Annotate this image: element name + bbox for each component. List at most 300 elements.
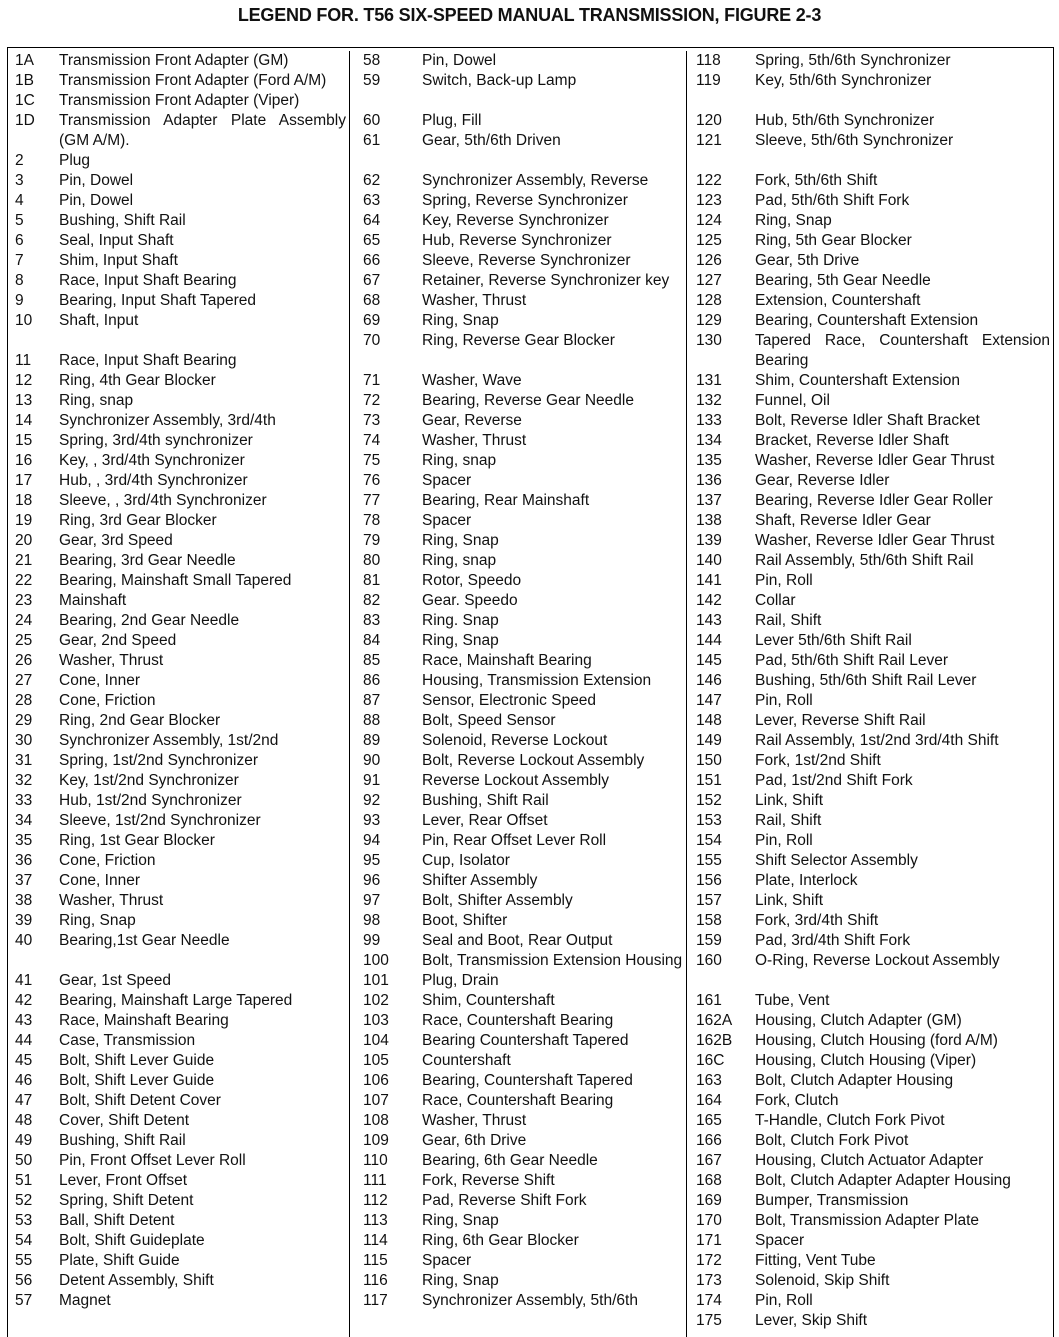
legend-row — [687, 191, 1053, 211]
part-description: Gear, 1st Speed — [59, 972, 172, 989]
part-description: Pin, Roll — [755, 572, 813, 589]
part-description: Washer, Reverse Idler Gear Thrust — [755, 532, 995, 549]
legend-row — [8, 231, 349, 251]
legend-row — [687, 1131, 1053, 1151]
legend-row — [8, 831, 349, 851]
legend-row — [687, 1211, 1053, 1231]
legend-row — [687, 331, 1053, 371]
part-number: 33 — [15, 792, 33, 809]
part-description: Sleeve, , 3rd/4th Synchronizer — [59, 492, 267, 509]
legend-row — [350, 451, 686, 471]
part-number: 72 — [363, 392, 381, 409]
part-number: 19 — [15, 512, 33, 529]
part-description: Housing, Clutch Actuator Adapter — [755, 1152, 984, 1169]
part-number: 106 — [363, 1072, 389, 1089]
part-description: Sensor, Electronic Speed — [422, 692, 597, 709]
legend-row — [687, 1011, 1053, 1031]
legend-row — [350, 51, 686, 71]
part-description: Detent Assembly, Shift — [59, 1272, 214, 1289]
legend-row — [350, 391, 686, 411]
legend-row — [687, 491, 1053, 511]
part-description: Shaft, Input — [59, 312, 139, 329]
part-number: 67 — [363, 272, 381, 289]
part-number: 15 — [15, 432, 33, 449]
legend-row — [8, 611, 349, 631]
part-description: Cup, Isolator — [422, 852, 510, 869]
part-number: 66 — [363, 252, 381, 269]
part-number: 163 — [696, 1072, 722, 1089]
part-number: 166 — [696, 1132, 722, 1149]
part-description: Housing, Transmission Extension — [422, 672, 652, 689]
part-description: Gear, Reverse Idler — [755, 472, 890, 489]
legend-row — [687, 171, 1053, 191]
legend-row — [350, 931, 686, 951]
legend-row — [350, 271, 686, 291]
legend-row — [8, 1131, 349, 1151]
part-number: 149 — [696, 732, 722, 749]
part-description: Ball, Shift Detent — [59, 1212, 175, 1229]
part-description: Bearing, Reverse Gear Needle — [422, 392, 634, 409]
legend-row — [687, 611, 1053, 631]
legend-row — [350, 1051, 686, 1071]
part-description: Rail Assembly, 1st/2nd 3rd/4th Shift — [755, 732, 999, 749]
part-description: Key, 1st/2nd Synchronizer — [59, 772, 239, 789]
legend-row — [687, 451, 1053, 471]
part-number: 59 — [363, 72, 381, 89]
part-number: 1A — [15, 52, 34, 69]
part-description: Sleeve, 5th/6th Synchronizer — [755, 132, 954, 149]
part-description: Bearing, Input Shaft Tapered — [59, 292, 257, 309]
part-description: Lever, Front Offset — [59, 1172, 188, 1189]
part-number: 7 — [15, 252, 24, 269]
part-number: 36 — [15, 852, 33, 869]
part-number: 120 — [696, 112, 722, 129]
part-number: 140 — [696, 552, 722, 569]
part-description: Hub, Reverse Synchronizer — [422, 232, 612, 249]
part-number: 22 — [15, 572, 33, 589]
part-description: Countershaft — [422, 1052, 511, 1069]
legend-row — [8, 1251, 349, 1271]
part-number: 132 — [696, 392, 722, 409]
part-number: 20 — [15, 532, 33, 549]
part-number: 92 — [363, 792, 381, 809]
part-number: 103 — [363, 1012, 389, 1029]
legend-row — [8, 551, 349, 571]
part-description: Transmission Front Adapter (Ford A/M) — [59, 72, 327, 89]
legend-row — [8, 751, 349, 771]
part-number: 81 — [363, 572, 381, 589]
legend-row — [8, 1091, 349, 1111]
part-number: 3 — [15, 172, 24, 189]
part-description: Magnet — [59, 1292, 111, 1309]
legend-row — [8, 1011, 349, 1031]
legend-row — [350, 731, 686, 751]
legend-row — [687, 1151, 1053, 1171]
part-number: 130 — [696, 332, 722, 349]
part-description: Fork, 5th/6th Shift — [755, 172, 878, 189]
legend-row — [8, 1051, 349, 1071]
part-number: 2 — [15, 152, 24, 169]
part-description: Bolt, Shift Lever Guide — [59, 1052, 215, 1069]
row-gap — [687, 971, 1053, 991]
part-number: 68 — [363, 292, 381, 309]
part-number: 126 — [696, 252, 722, 269]
part-number: 1C — [15, 92, 35, 109]
legend-row — [8, 491, 349, 511]
part-number: 151 — [696, 772, 722, 789]
legend-row — [8, 391, 349, 411]
part-number: 18 — [15, 492, 33, 509]
legend-row — [350, 491, 686, 511]
part-number: 112 — [363, 1192, 388, 1209]
part-number: 9 — [15, 292, 24, 309]
legend-row — [687, 1251, 1053, 1271]
legend-row — [687, 111, 1053, 131]
part-description: Extension, Countershaft — [755, 292, 921, 309]
legend-row — [350, 1251, 686, 1271]
part-number: 89 — [363, 732, 381, 749]
part-number: 1D — [15, 112, 35, 129]
legend-row — [8, 471, 349, 491]
legend-row — [8, 411, 349, 431]
part-number: 85 — [363, 652, 381, 669]
legend-row — [8, 931, 349, 951]
part-description: Pad, 1st/2nd Shift Fork — [755, 772, 913, 789]
part-description: Lever, Rear Offset — [422, 812, 548, 829]
legend-row — [8, 531, 349, 551]
legend-row — [350, 571, 686, 591]
part-description: Washer, Reverse Idler Gear Thrust — [755, 452, 995, 469]
part-description: Ring, Snap — [755, 212, 832, 229]
legend-row — [350, 471, 686, 491]
legend-row — [687, 431, 1053, 451]
part-number: 28 — [15, 692, 33, 709]
part-description: Pin, Rear Offset Lever Roll — [422, 832, 607, 849]
legend-row — [350, 291, 686, 311]
legend-row — [687, 71, 1053, 91]
legend-row — [8, 291, 349, 311]
part-number: 5 — [15, 212, 24, 229]
part-description: O-Ring, Reverse Lockout Assembly — [755, 952, 1000, 969]
legend-row — [687, 311, 1053, 331]
part-description: Shifter Assembly — [422, 872, 538, 889]
part-number: 119 — [696, 72, 721, 89]
legend-row — [8, 111, 349, 151]
legend-row — [687, 751, 1053, 771]
part-number: 128 — [696, 292, 722, 309]
legend-row — [350, 1091, 686, 1111]
part-description: Fork, Clutch — [755, 1092, 839, 1109]
part-description: Bearing, 5th Gear Needle — [755, 272, 931, 289]
part-number: 74 — [363, 432, 381, 449]
part-description: Spacer — [422, 1252, 472, 1269]
part-description: Plate, Interlock — [755, 872, 858, 889]
legend-row — [687, 791, 1053, 811]
part-number: 16C — [696, 1052, 725, 1069]
legend-row — [350, 651, 686, 671]
part-number: 91 — [363, 772, 381, 789]
part-description: Bracket, Reverse Idler Shaft — [755, 432, 949, 449]
part-description: Seal, Input Shaft — [59, 232, 174, 249]
part-description: Bolt, Transmission Extension Housing — [422, 952, 683, 969]
part-number: 88 — [363, 712, 381, 729]
legend-row — [350, 851, 686, 871]
legend-row — [350, 691, 686, 711]
part-description: Bolt, Speed Sensor — [422, 712, 556, 729]
part-number: 49 — [15, 1132, 33, 1149]
part-description: Solenoid, Reverse Lockout — [422, 732, 608, 749]
part-number: 25 — [15, 632, 33, 649]
part-description: Gear, 5th/6th Driven — [422, 132, 561, 149]
legend-row — [350, 251, 686, 271]
legend-row — [350, 111, 686, 131]
part-description: Bolt, Shift Lever Guide — [59, 1072, 215, 1089]
part-number: 122 — [696, 172, 722, 189]
part-description: Washer, Wave — [422, 372, 522, 389]
part-description: Spring, Shift Detent — [59, 1192, 194, 1209]
legend-row — [687, 871, 1053, 891]
row-gap — [350, 351, 686, 371]
part-number: 45 — [15, 1052, 33, 1069]
part-number: 48 — [15, 1112, 33, 1129]
part-description: Plug, Fill — [422, 112, 482, 129]
legend-row — [687, 511, 1053, 531]
part-description: Ring, Snap — [422, 1272, 499, 1289]
part-number: 157 — [696, 892, 722, 909]
part-number: 10 — [15, 312, 33, 329]
legend-row — [8, 691, 349, 711]
part-description: Switch, Back-up Lamp — [422, 72, 577, 89]
part-number: 30 — [15, 732, 33, 749]
part-description: Pad, Reverse Shift Fork — [422, 1192, 587, 1209]
part-number: 40 — [15, 932, 33, 949]
part-number: 70 — [363, 332, 381, 349]
part-number: 47 — [15, 1092, 33, 1109]
part-description: Gear. Speedo — [422, 592, 518, 609]
part-description: Shift Selector Assembly — [755, 852, 918, 869]
part-number: 14 — [15, 412, 33, 429]
part-description: Bolt, Transmission Adapter Plate — [755, 1212, 980, 1229]
part-description: Collar — [755, 592, 796, 609]
part-description: Race, Input Shaft Bearing — [59, 272, 237, 289]
legend-row — [687, 1091, 1053, 1111]
part-number: 1B — [15, 72, 34, 89]
part-description: Bushing, Shift Rail — [59, 212, 186, 229]
part-number: 142 — [696, 592, 722, 609]
legend-row — [350, 1291, 686, 1311]
part-number: 26 — [15, 652, 33, 669]
part-number: 38 — [15, 892, 33, 909]
legend-row — [350, 1071, 686, 1091]
legend-column-3 — [686, 51, 1053, 1337]
part-description: Ring, 6th Gear Blocker — [422, 1232, 579, 1249]
legend-row — [8, 451, 349, 471]
part-description: Lever, Skip Shift — [755, 1312, 868, 1329]
legend-row — [687, 211, 1053, 231]
part-number: 147 — [696, 692, 722, 709]
part-description: Ring, Reverse Gear Blocker — [422, 332, 615, 349]
part-description: Pad, 5th/6th Shift Rail Lever — [755, 652, 949, 669]
part-description: Ring, Snap — [422, 1212, 499, 1229]
part-number: 146 — [696, 672, 722, 689]
legend-row — [350, 311, 686, 331]
legend-row — [350, 531, 686, 551]
part-number: 84 — [363, 632, 381, 649]
part-description: Housing, Clutch Housing (ford A/M) — [755, 1032, 998, 1049]
part-number: 150 — [696, 752, 722, 769]
part-description: Transmission Front Adapter (GM) — [59, 52, 289, 69]
part-description: Plug, Drain — [422, 972, 499, 989]
part-number: 62 — [363, 172, 381, 189]
part-description: Synchronizer Assembly, 3rd/4th — [59, 412, 276, 429]
part-description: Synchronizer Assembly, 5th/6th — [422, 1292, 638, 1309]
legend-column-2 — [349, 51, 686, 1337]
part-number: 160 — [696, 952, 722, 969]
part-number: 165 — [696, 1112, 722, 1129]
part-description: Spring, 3rd/4th synchronizer — [59, 432, 253, 449]
legend-row — [687, 251, 1053, 271]
legend-row — [350, 1271, 686, 1291]
part-number: 65 — [363, 232, 381, 249]
part-number: 168 — [696, 1172, 722, 1189]
legend-row — [8, 891, 349, 911]
part-description: Race, Countershaft Bearing — [422, 1092, 614, 1109]
legend-row — [8, 771, 349, 791]
legend-row — [687, 1071, 1053, 1091]
legend-row — [8, 91, 349, 111]
part-description: Ring, 1st Gear Blocker — [59, 832, 215, 849]
legend-row — [687, 571, 1053, 591]
part-number: 164 — [696, 1092, 722, 1109]
legend-row — [8, 1111, 349, 1131]
part-description: Housing, Clutch Housing (Viper) — [755, 1052, 977, 1069]
part-number: 100 — [363, 952, 389, 969]
part-number: 155 — [696, 852, 722, 869]
legend-row — [350, 791, 686, 811]
part-number: 162B — [696, 1032, 733, 1049]
legend-row — [8, 731, 349, 751]
part-number: 56 — [15, 1272, 33, 1289]
part-number: 71 — [363, 372, 381, 389]
part-description: Cone, Inner — [59, 872, 140, 889]
part-description: Bearing, Reverse Idler Gear Roller — [755, 492, 993, 509]
part-description: Hub, 5th/6th Synchronizer — [755, 112, 935, 129]
legend-row — [350, 511, 686, 531]
part-number: 34 — [15, 812, 33, 829]
legend-row — [8, 671, 349, 691]
part-description: Rotor, Speedo — [422, 572, 522, 589]
part-description: Key, Reverse Synchronizer — [422, 212, 609, 229]
part-number: 152 — [696, 792, 722, 809]
part-number: 114 — [363, 1232, 388, 1249]
legend-row — [350, 751, 686, 771]
part-number: 131 — [696, 372, 722, 389]
row-gap — [8, 951, 349, 971]
part-number: 94 — [363, 832, 381, 849]
part-number: 50 — [15, 1152, 33, 1169]
legend-row — [687, 651, 1053, 671]
part-description: Bolt, Shift Detent Cover — [59, 1092, 221, 1109]
part-description: Bearing, Countershaft Tapered — [422, 1072, 633, 1089]
part-number: 174 — [696, 1292, 722, 1309]
part-number: 35 — [15, 832, 33, 849]
legend-row — [687, 391, 1053, 411]
legend-row — [350, 1031, 686, 1051]
legend-row — [687, 671, 1053, 691]
part-number: 95 — [363, 852, 381, 869]
legend-row — [8, 811, 349, 831]
part-description: Gear, 3rd Speed — [59, 532, 173, 549]
part-number: 21 — [15, 552, 33, 569]
part-description: Funnel, Oil — [755, 392, 830, 409]
part-number: 53 — [15, 1212, 33, 1229]
legend-row — [687, 831, 1053, 851]
part-number: 101 — [363, 972, 389, 989]
part-description: Shim, Countershaft — [422, 992, 555, 1009]
legend-row — [687, 911, 1053, 931]
part-description: Plug — [59, 152, 91, 169]
part-number: 90 — [363, 752, 381, 769]
part-description: Spacer — [422, 472, 472, 489]
part-number: 78 — [363, 512, 381, 529]
part-number: 63 — [363, 192, 381, 209]
legend-row — [350, 631, 686, 651]
part-description: Race, Countershaft Bearing — [422, 1012, 614, 1029]
part-number: 136 — [696, 472, 722, 489]
part-description: Bearing, 6th Gear Needle — [422, 1152, 598, 1169]
part-description: Pad, 3rd/4th Shift Fork — [755, 932, 911, 949]
part-number: 46 — [15, 1072, 33, 1089]
legend-row — [687, 591, 1053, 611]
part-description: Washer, Thrust — [59, 652, 164, 669]
part-number: 64 — [363, 212, 381, 229]
part-description: Bearing Countershaft Tapered — [422, 1032, 629, 1049]
part-number: 39 — [15, 912, 33, 929]
legend-row — [687, 1111, 1053, 1131]
part-number: 44 — [15, 1032, 33, 1049]
legend-row — [350, 1171, 686, 1191]
part-number: 82 — [363, 592, 381, 609]
part-number: 169 — [696, 1192, 722, 1209]
part-description: Spacer — [755, 1232, 805, 1249]
part-description: Synchronizer Assembly, Reverse — [422, 172, 649, 189]
part-number: 24 — [15, 612, 33, 629]
legend-row — [687, 1051, 1053, 1071]
part-description: Bushing, Shift Rail — [422, 792, 549, 809]
legend-row — [350, 1111, 686, 1131]
part-description: Boot, Shifter — [422, 912, 508, 929]
part-description: Ring, 4th Gear Blocker — [59, 372, 216, 389]
part-description: Bearing, Mainshaft Small Tapered — [59, 572, 292, 589]
part-description: Bolt, Clutch Adapter Adapter Housing — [755, 1172, 1011, 1189]
part-description: Gear, 5th Drive — [755, 252, 860, 269]
part-description: Bearing,1st Gear Needle — [59, 932, 230, 949]
legend-row — [350, 891, 686, 911]
legend-row — [350, 1211, 686, 1231]
legend-row — [8, 631, 349, 651]
part-description: Race, Input Shaft Bearing — [59, 352, 237, 369]
legend-row — [8, 911, 349, 931]
part-number: 167 — [696, 1152, 722, 1169]
part-number: 96 — [363, 872, 381, 889]
part-description: Lever 5th/6th Shift Rail — [755, 632, 912, 649]
part-number: 16 — [15, 452, 33, 469]
part-description: Solenoid, Skip Shift — [755, 1272, 890, 1289]
part-number: 41 — [15, 972, 33, 989]
part-number: 80 — [363, 552, 381, 569]
part-number: 127 — [696, 272, 722, 289]
legend-row — [8, 511, 349, 531]
